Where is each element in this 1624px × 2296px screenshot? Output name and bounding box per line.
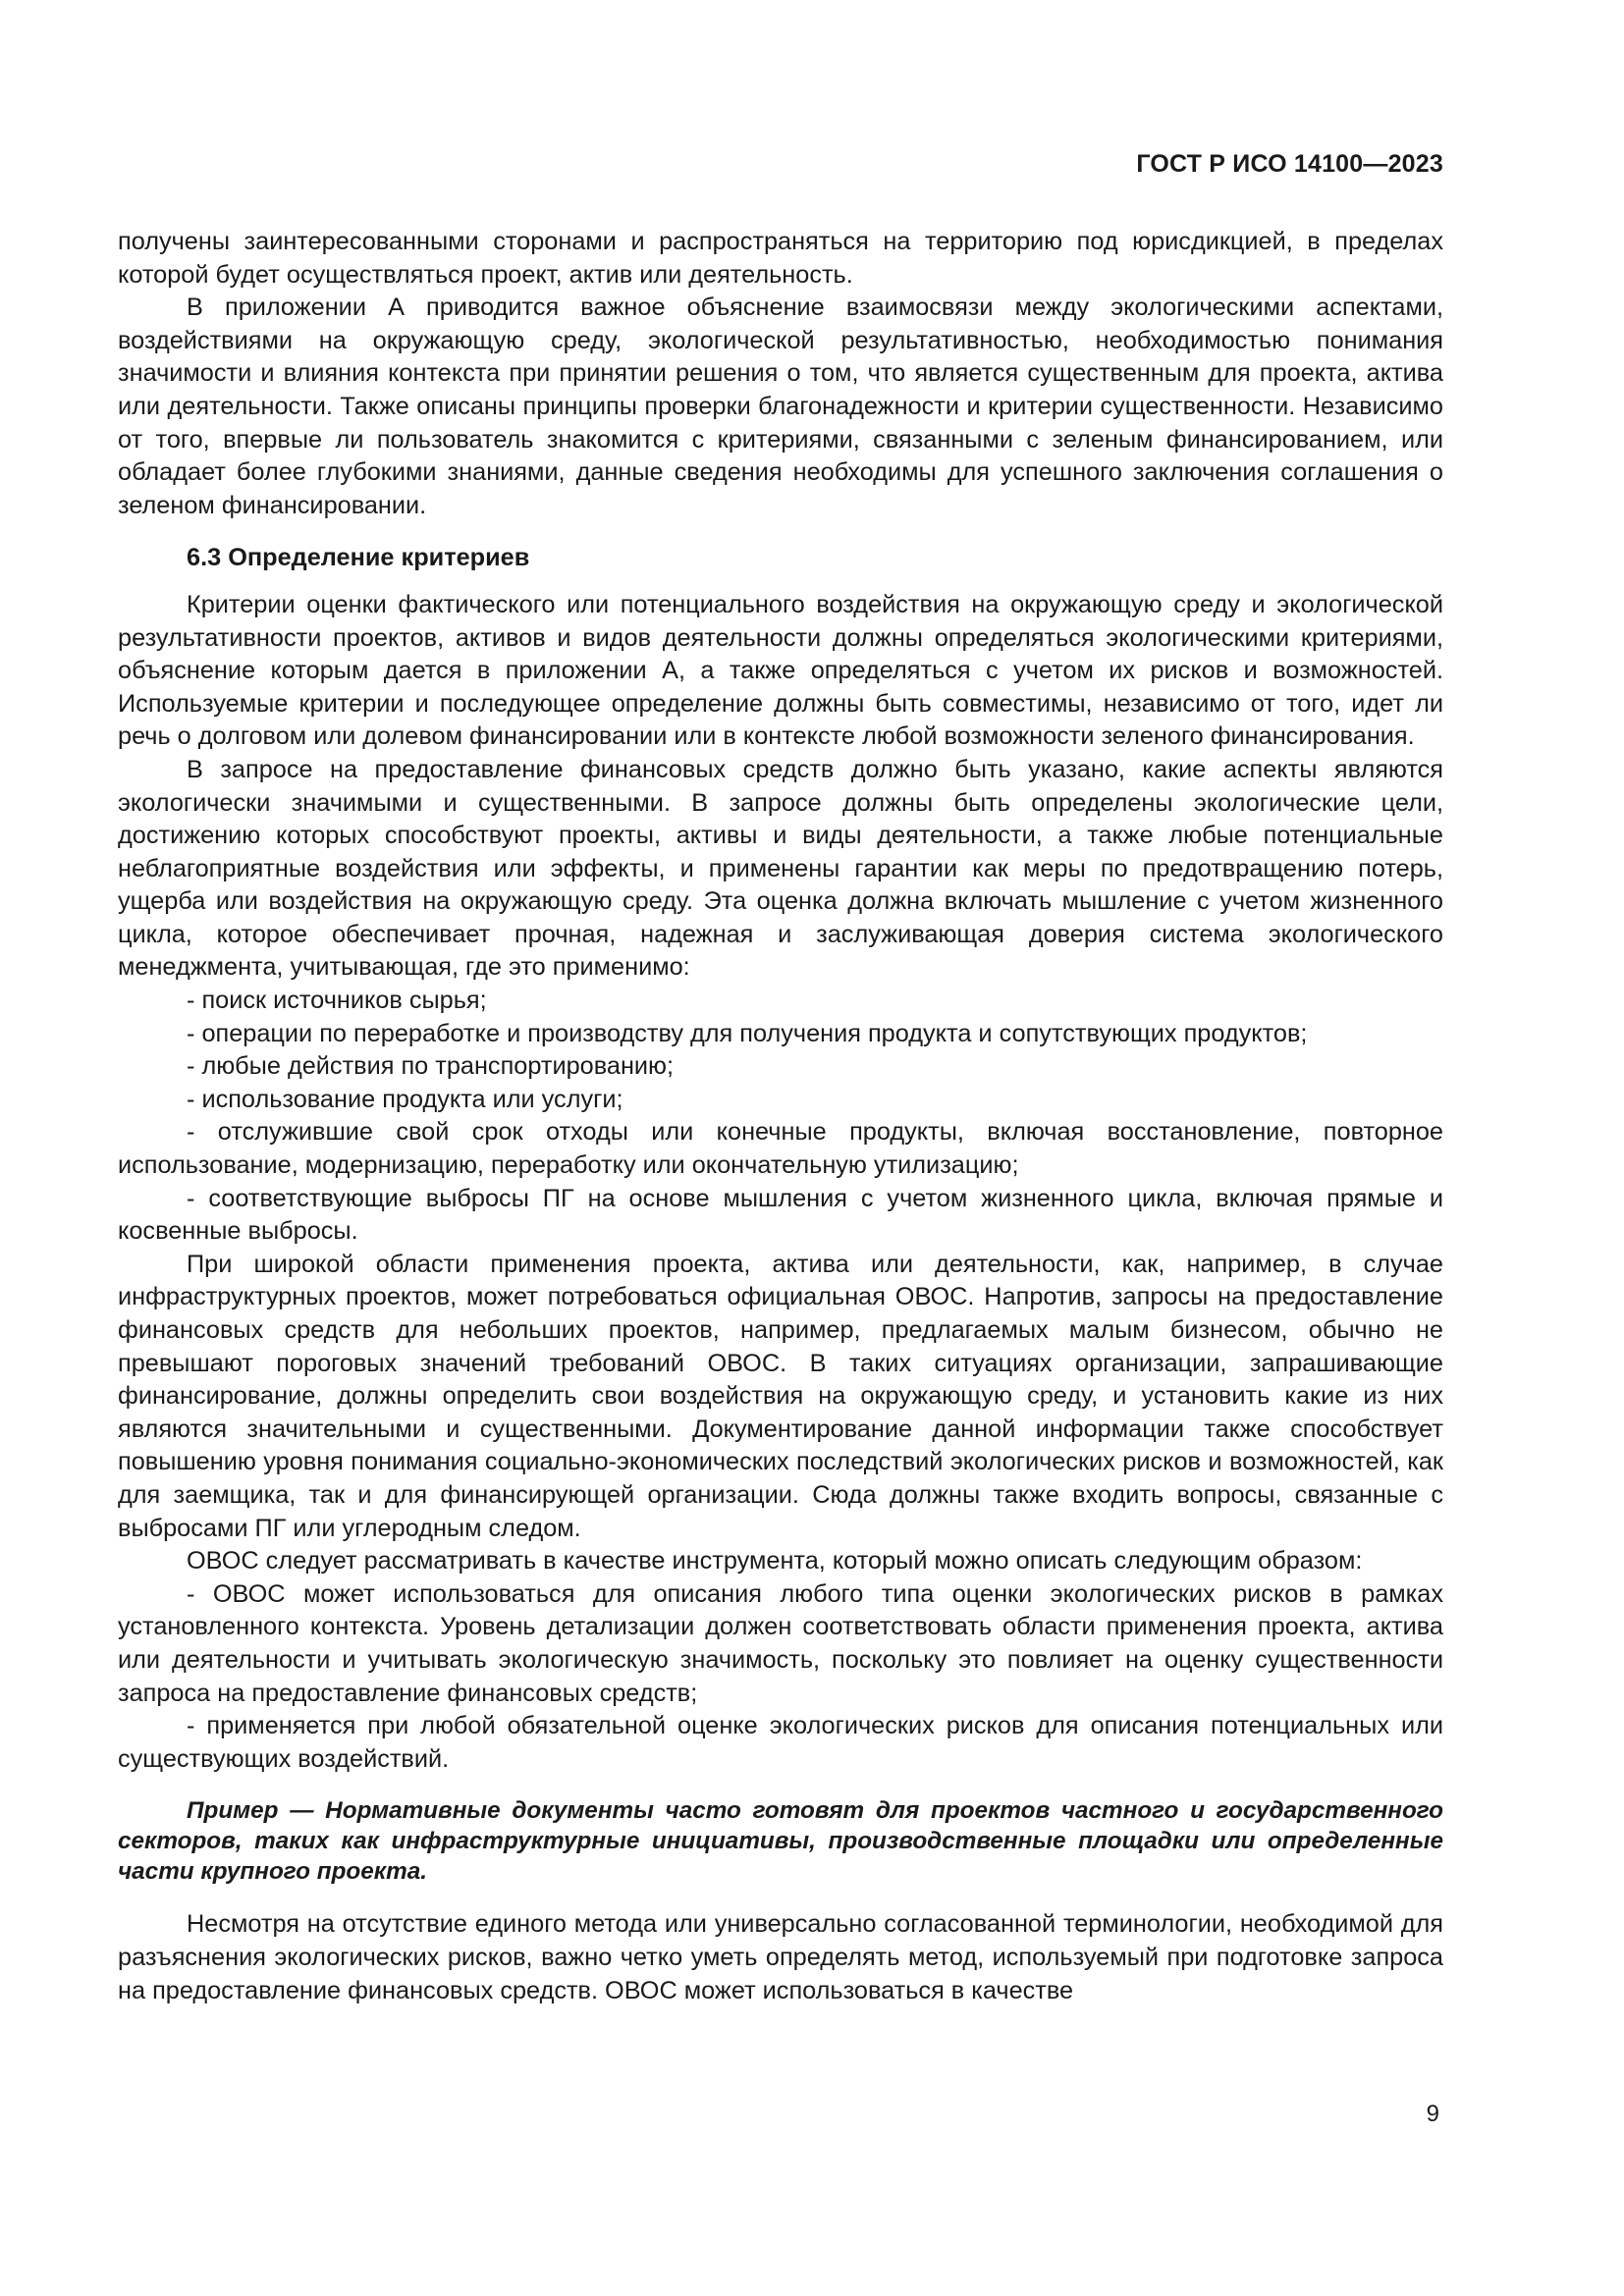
paragraph: В запросе на предоставление финансовых средств должно быть указано, какие аспекты являются экологически значимыми и существенными. В запросе должны быть определены экологические цели, достижению которых способствуют проекты, активы и виды деятельности, а также любые потенциальные неблагоприятные воздействия или эффекты, и применены гарантии как меры по предотвращению потерь, ущерба или воздействия на окружающую среду. Эта оценка должна включать мышление с учетом жизненного цикла, которое обеспечивает прочная, надежная и заслуживающая доверия система экологического менеджмента, учитывающая, где это применимо: xyxy=(118,755,1443,982)
section-heading: 6.3 Определение критериев xyxy=(187,544,530,572)
list-item: - использование продукта или услуги; xyxy=(187,1085,623,1113)
list-item: - операции по переработке и производству для получения продукта и сопутствующих продуктов; xyxy=(187,1019,1308,1047)
paragraph: ОВОС следует рассматривать в качестве инструмента, который можно описать следующим образом: xyxy=(187,1547,1363,1575)
list-item: - отслужившие свой срок отходы или конечные продукты, включая восстановление, повторное использование, модернизацию, переработку или окончательную утилизацию; xyxy=(118,1118,1443,1180)
paragraph: получены заинтересованными сторонами и распространяться на территорию под юрисдикцией, в пределах которой будет осуществляться проект, актив или деятельность. xyxy=(118,228,1443,289)
list-item: - любые действия по транспортированию; xyxy=(187,1052,675,1081)
paragraph: Критерии оценки фактического или потенциального воздействия на окружающую среду и экологической результативности проектов, активов и видов деятельности должны определяться экологическими критериями, объяснение которым дается в приложении А, а также определяться с учетом их рисков и возможностей. Используемые критерии и последующее определение должны быть совместимы, независимо от того, идет ли речь о долговом или долевом финансировании или в контексте любой возможности зеленого финансирования. xyxy=(118,590,1443,751)
document-body xyxy=(118,226,1443,2007)
list-item: - применяется при любой обязательной оценке экологических рисков для описания потенциальных или существующих воздействий. xyxy=(118,1712,1443,1773)
list-item: - ОВОС может использоваться для описания любого типа оценки экологических рисков в рамках установленного контекста. Уровень детализации должен соответствовать области применения проекта, актива или деятельности и учитывать экологическую значимость, поскольку это повлияет на оценку существенности запроса на предоставление финансовых средств; xyxy=(118,1579,1443,1707)
paragraph: При широкой области применения проекта, актива или деятельности, как, например, в случае инфраструктурных проектов, может потребоваться официальная ОВОС. Напротив, запросы на предоставление финансовых средств для небольших проектов, например, предлагаемых малым бизнесом, обычно не превышают пороговых значений требований ОВОС. В таких ситуациях организации, запрашивающие финансирование, должны определить свои воздействия на окружающую среду, и установить какие из них являются значительными и существенными. Документирование данной информации также способствует повышению уровня понимания социально-экономических последствий экологических рисков и возможностей, как для заемщика, так и для финансирующей организации. Сюда должны также входить вопросы, связанные с выбросами ПГ или углеродным следом. xyxy=(118,1250,1443,1542)
list-item: - соответствующие выбросы ПГ на основе мышления с учетом жизненного цикла, включая прямые и косвенные выбросы. xyxy=(118,1184,1443,1246)
page-number: 9 xyxy=(1426,2101,1439,2127)
paragraph: В приложении А приводится важное объяснение взаимосвязи между экологическими аспектами, воздействиями на окружающую среду, экологической результативностью, необходимостью понимания значимости и влияния контекста при принятии решения о том, что является существенным для проекта, актива или деятельности. Также описаны принципы проверки благонадежности и критерии существенности. Независимо от того, впервые ли пользователь знакомится с критериями, связанными с зеленым финансированием, или обладает более глубокими знаниями, данные сведения необходимы для успешного заключения соглашения о зеленом финансировании. xyxy=(118,294,1443,519)
list-item: - поиск источников сырья; xyxy=(187,987,487,1015)
paragraph: Несмотря на отсутствие единого метода или универсально согласованной терминологии, необходимой для разъяснения экологических рисков, важно четко уметь определять метод, используемый при подготовке запроса на предоставление финансовых средств. ОВОС может использоваться в качестве xyxy=(118,1910,1443,2004)
example-note: Пример — Нормативные документы часто готовят для проектов частного и государственного секторов, таких как инфраструктурные инициативы, производственные площадки или определенные части крупного проекта. xyxy=(118,1797,1443,1886)
document-code-header: ГОСТ Р ИСО 14100—2023 xyxy=(1136,150,1443,178)
